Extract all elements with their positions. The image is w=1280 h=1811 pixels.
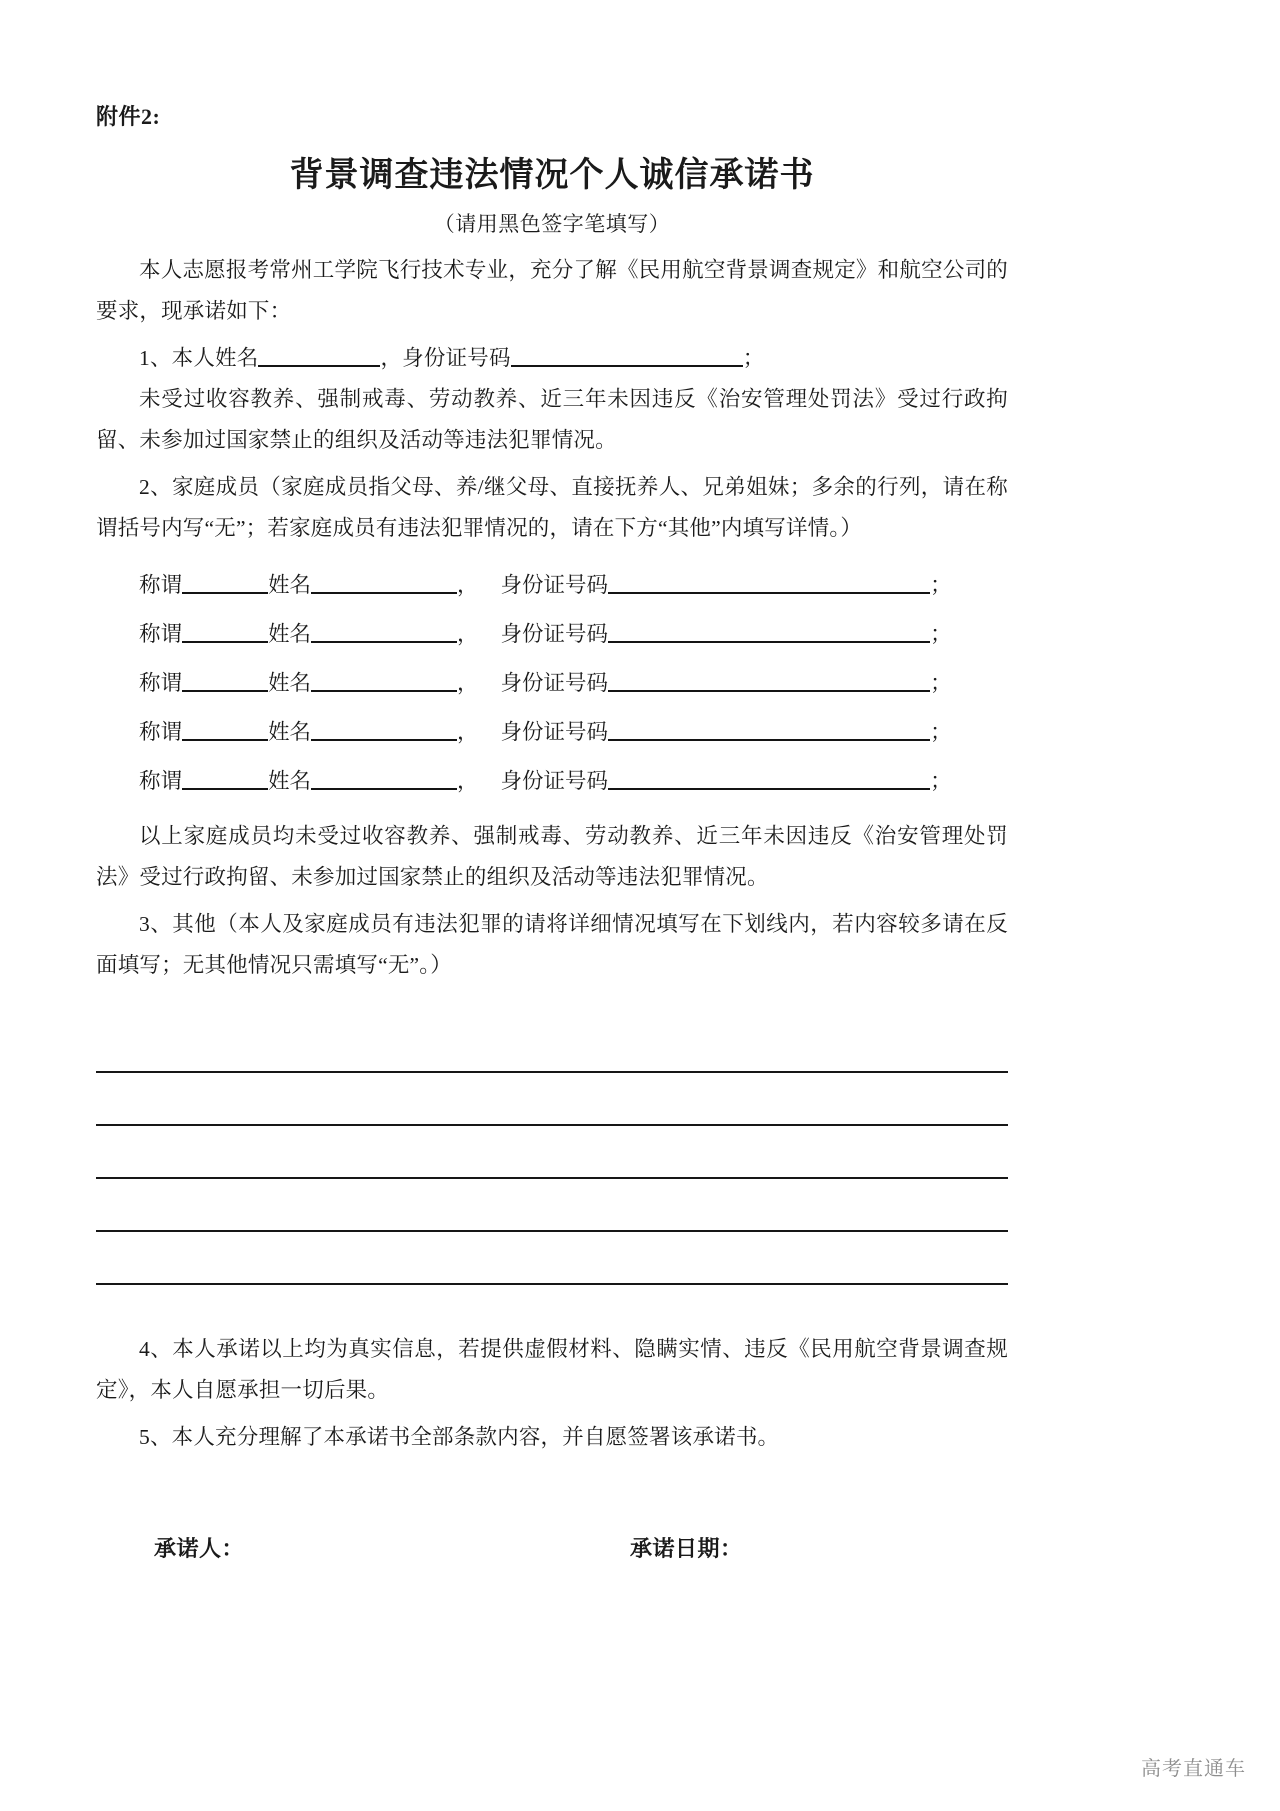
- item4-paragraph: [96, 1329, 1008, 1411]
- item1-statement: 未受过收容教养、强制戒毒、劳动教养、近三年未因违反《治安管理处罚法》受过行政拘留、未参加过国家禁止的组织及活动等违法犯罪情况。: [96, 387, 1008, 453]
- table-row: [96, 614, 1008, 655]
- item4-number: 4、: [139, 1337, 173, 1362]
- write-line[interactable]: [96, 1126, 1008, 1179]
- write-line[interactable]: [96, 1179, 1008, 1232]
- item1-number: 1、: [139, 346, 172, 371]
- signer-label: 承诺人：: [154, 1536, 245, 1562]
- write-line[interactable]: [96, 1232, 1008, 1285]
- row-separator: ，: [457, 671, 479, 696]
- attachment-label: 附件2:: [96, 104, 161, 129]
- relation-input[interactable]: [182, 668, 268, 693]
- item1-name-label: 本人姓名: [171, 346, 259, 371]
- table-row: [96, 565, 1008, 606]
- id-input[interactable]: [608, 570, 930, 595]
- name-input[interactable]: [311, 668, 457, 693]
- signature-row: [96, 1532, 1008, 1563]
- document-content: [96, 0, 1008, 1563]
- row-terminator: ；: [930, 573, 952, 598]
- row-terminator: ；: [930, 622, 952, 647]
- name-input[interactable]: [311, 570, 457, 595]
- item3-paragraph: [96, 904, 1008, 986]
- item2-heading-text: 家庭成员（家庭成员指父母、养/继父母、直接抚养人、兄弟姐妹；多余的行列，请在称谓括号内写“无”；若家庭成员有违法犯罪情况的，请在下方“其他”内填写详情。）: [96, 475, 1008, 541]
- item5-paragraph: [96, 1417, 1008, 1458]
- item2-statement: 以上家庭成员均未受过收容教养、强制戒毒、劳动教养、近三年未因违反《治安管理处罚法》受过行政拘留、未参加过国家禁止的组织及活动等违法犯罪情况。: [96, 824, 1008, 890]
- name-label: 姓名: [268, 622, 312, 647]
- item1-terminator: ；: [742, 346, 765, 371]
- item1-id-label: 身份证号码: [402, 346, 511, 371]
- relation-label: 称谓: [139, 720, 183, 745]
- watermark: 高考直通车: [1141, 1758, 1246, 1780]
- row-terminator: ；: [930, 769, 952, 794]
- row-separator: ，: [457, 573, 479, 598]
- id-label: 身份证号码: [500, 573, 609, 598]
- self-name-input[interactable]: [258, 343, 380, 368]
- table-row: [96, 712, 1008, 753]
- page-title: 背景调查违法情况个人诚信承诺书: [289, 156, 815, 195]
- item2-number: 2、: [139, 475, 172, 500]
- item1-separator: ，: [380, 346, 403, 371]
- id-input[interactable]: [608, 668, 930, 693]
- id-input[interactable]: [608, 766, 930, 791]
- id-label: 身份证号码: [500, 769, 609, 794]
- table-row: [96, 761, 1008, 802]
- self-id-input[interactable]: [511, 343, 743, 368]
- table-row: [96, 663, 1008, 704]
- row-terminator: ；: [930, 671, 952, 696]
- row-terminator: ；: [930, 720, 952, 745]
- document-subtitle: （请用黑色签字笔填写）: [433, 211, 671, 236]
- name-label: 姓名: [268, 573, 312, 598]
- item5-text: 本人充分理解了本承诺书全部条款内容，并自愿签署该承诺书。: [171, 1425, 780, 1450]
- name-label: 姓名: [268, 769, 312, 794]
- relation-label: 称谓: [139, 573, 183, 598]
- relation-input[interactable]: [182, 766, 268, 791]
- relation-label: 称谓: [139, 671, 183, 696]
- other-details-write-area: [96, 1020, 1008, 1285]
- write-line[interactable]: [96, 1073, 1008, 1126]
- id-label: 身份证号码: [500, 671, 609, 696]
- date-label: 承诺日期：: [630, 1536, 743, 1562]
- id-input[interactable]: [608, 619, 930, 644]
- relation-label: 称谓: [139, 622, 183, 647]
- family-member-rows: [96, 565, 1008, 802]
- row-separator: ，: [457, 769, 479, 794]
- item4-text: 本人承诺以上均为真实信息，若提供虚假材料、隐瞒实情、违反《民用航空背景调查规定》，本人自愿承担一切后果。: [96, 1337, 1009, 1403]
- id-label: 身份证号码: [500, 720, 609, 745]
- name-input[interactable]: [311, 766, 457, 791]
- item3-text: 其他（本人及家庭成员有违法犯罪的请将详细情况填写在下划线内，若内容较多请在反面填写；无其他情况只需填写“无”。）: [96, 912, 1009, 978]
- name-input[interactable]: [311, 717, 457, 742]
- item2-heading: [96, 467, 1008, 549]
- name-label: 姓名: [268, 671, 312, 696]
- item1-fields-line: [96, 338, 1008, 379]
- relation-input[interactable]: [182, 619, 268, 644]
- row-separator: ，: [457, 622, 479, 647]
- relation-input[interactable]: [182, 717, 268, 742]
- row-separator: ，: [457, 720, 479, 745]
- name-input[interactable]: [311, 619, 457, 644]
- relation-input[interactable]: [182, 570, 268, 595]
- write-line[interactable]: [96, 1020, 1008, 1073]
- item3-number: 3、: [139, 912, 173, 937]
- id-input[interactable]: [608, 717, 930, 742]
- id-label: 身份证号码: [500, 622, 609, 647]
- intro-paragraph: 本人志愿报考常州工学院飞行技术专业，充分了解《民用航空背景调查规定》和航空公司的要求，现承诺如下：: [96, 258, 1008, 324]
- name-label: 姓名: [268, 720, 312, 745]
- item5-number: 5、: [139, 1425, 172, 1450]
- relation-label: 称谓: [139, 769, 183, 794]
